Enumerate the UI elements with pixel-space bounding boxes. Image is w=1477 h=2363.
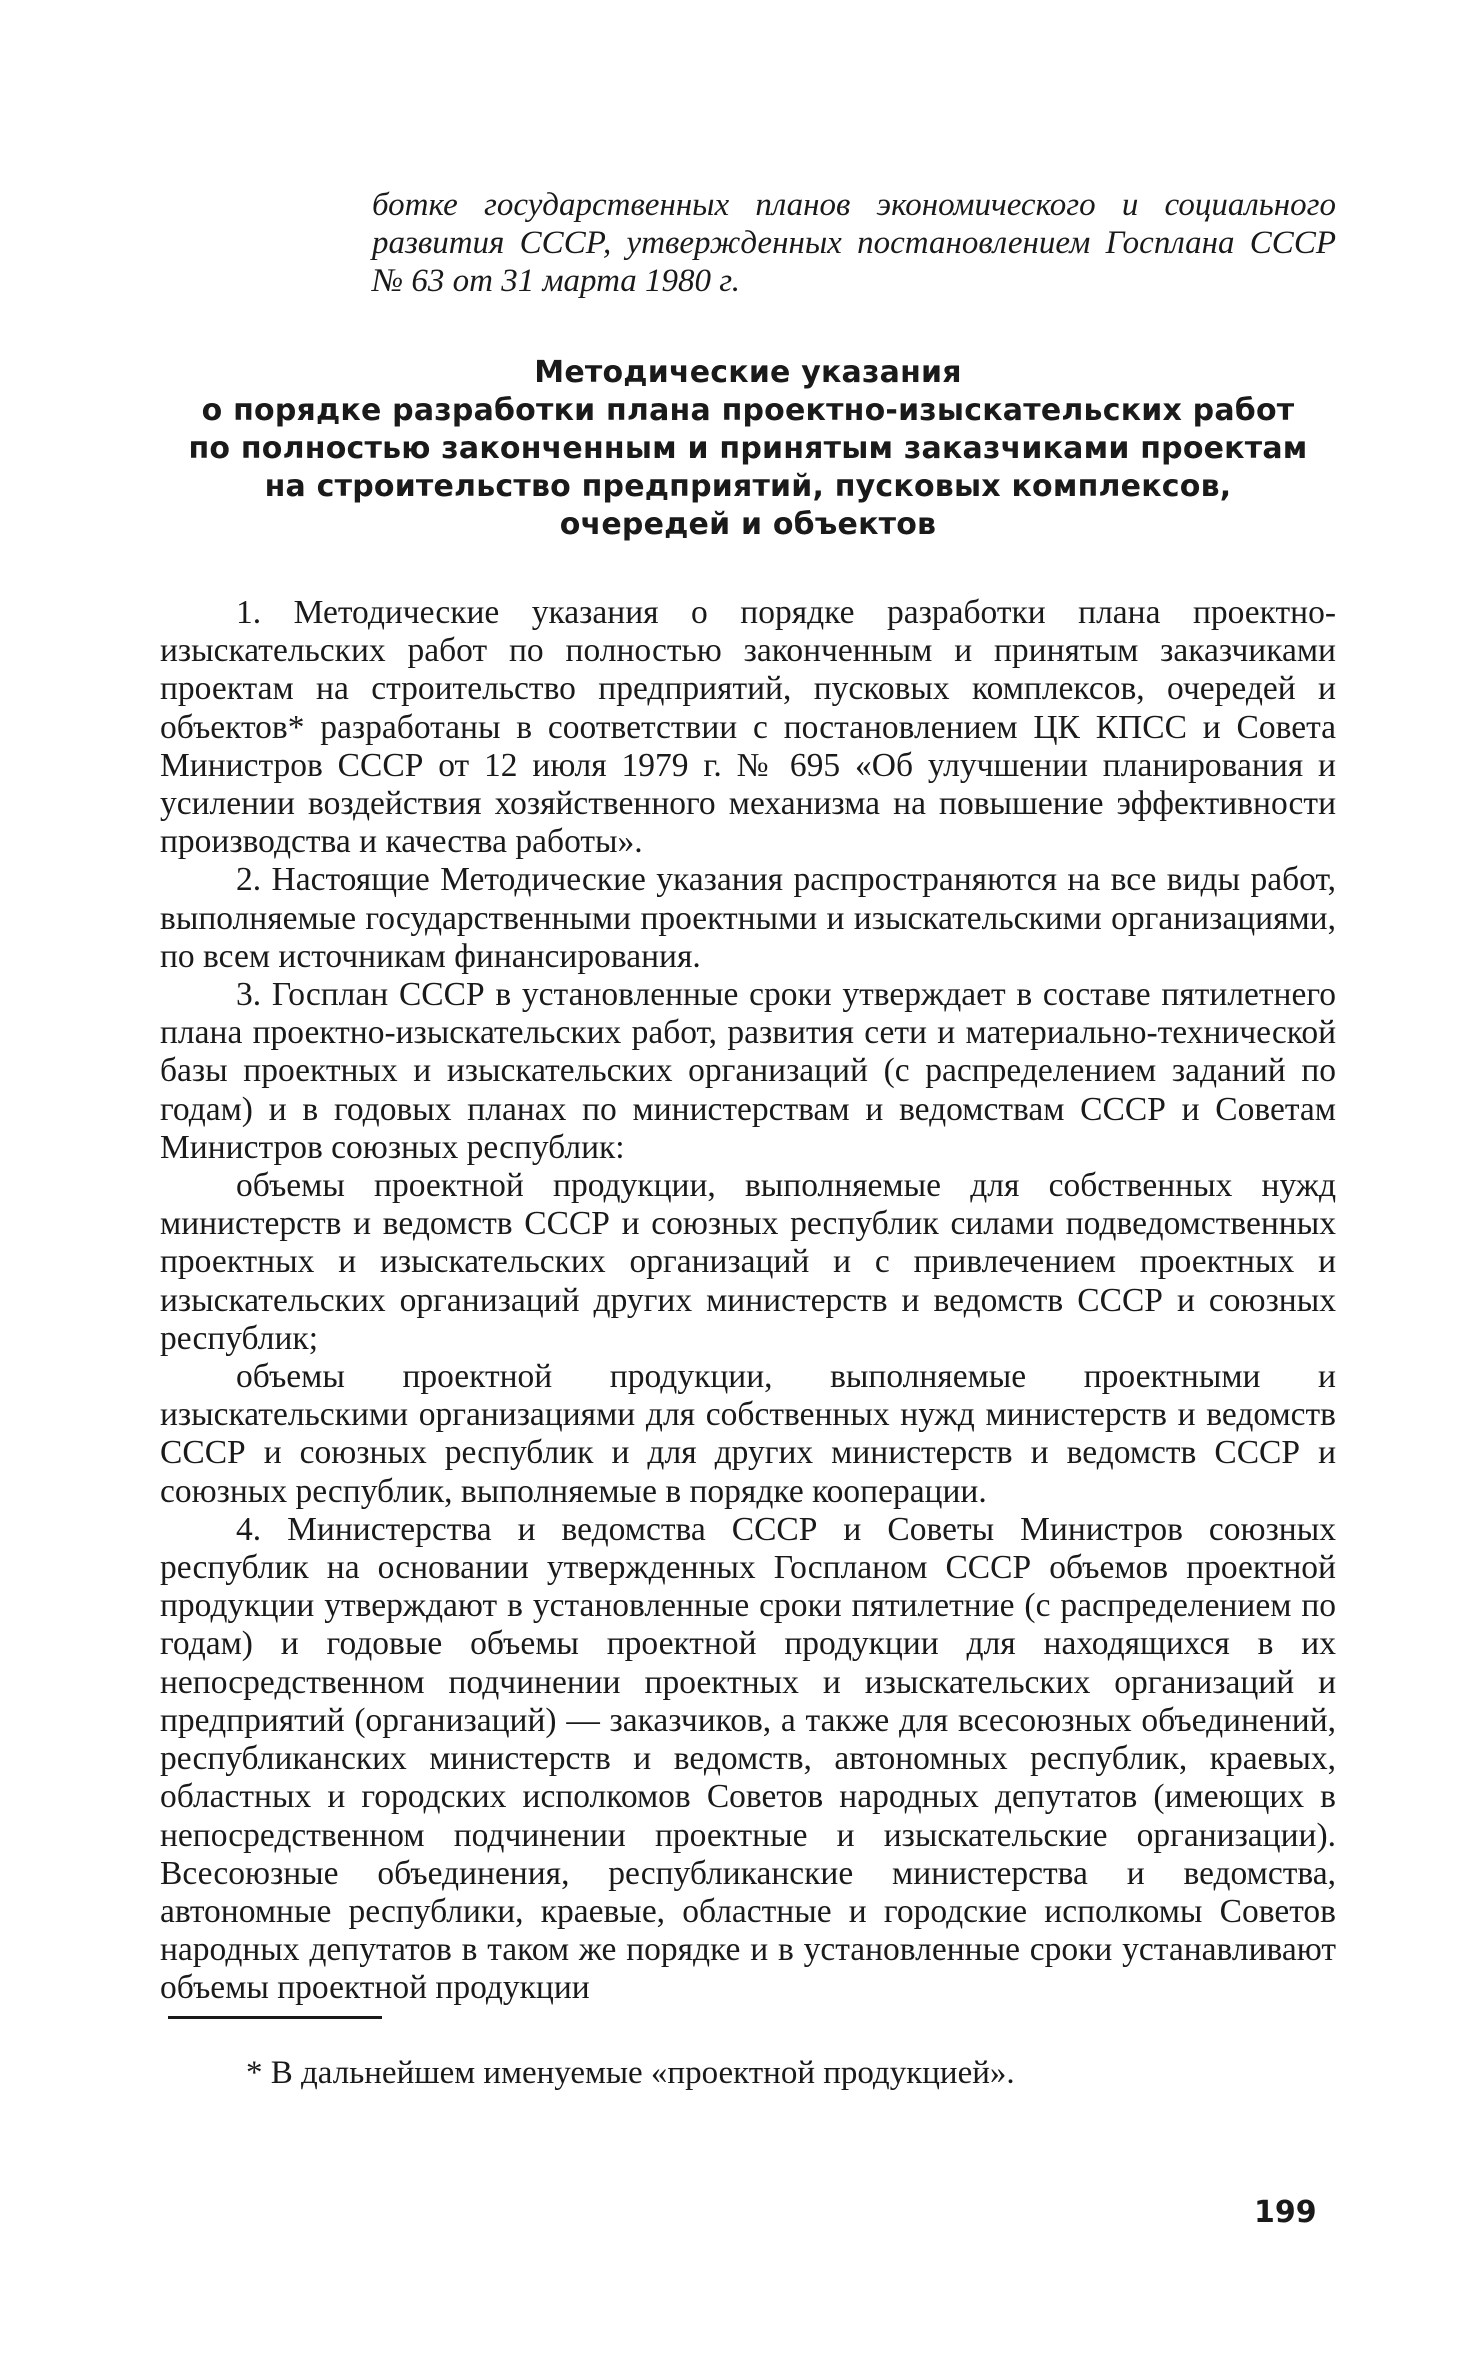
intro-text: ботке государственных планов экономического и социального развития СССР, утвержденных постановлением Госплана СССР № 63 от 31 марта 1980 г. (372, 187, 1336, 299)
paragraph-2: 2. Настоящие Методические указания распространяются на все виды работ, выполняемые государственными проектными и изыскательскими организациями, по всем источникам финансирования. (160, 861, 1336, 975)
section-heading (160, 354, 1336, 544)
page-content (160, 186, 1336, 2008)
heading-line: по полностью законченным и принятым заказчиками проектам (188, 431, 1308, 466)
paragraph-4: 4. Министерства и ведомства СССР и Советы Министров союзных республик на основании утвержденных Госпланом СССР объемов проектной продукции утверждают в установленные сроки пятилетние (с распределением по годам) и годовые объемы проектной продукции для находящихся в их непосредственном подчинении проектных и изыскательских организаций и предприятий (организаций) — заказчиков, а также для всесоюзных объединений, республиканских министерств и ведомств, автономных республик, краевых, областных и городских исполкомов Советов народных депутатов (имеющих в непосредственном подчинении проектные и изыскательские организации). Всесоюзные объединения, республиканские министерства и ведомства, автономные республики, краевые, областные и городские исполкомы Советов народных депутатов в таком же порядке и в установленные сроки устанавливают объемы проектной продукции (160, 1510, 1336, 2007)
paragraph-3-item-2: объемы проектной продукции, выполняемые проектными и изыскательскими организациями для собственных нужд министерств и ведомств СССР и союзных республик и для других министерств и ведомств СССР и союзных республик, выполняемые в порядке кооперации. (160, 1358, 1336, 1510)
heading-line: о порядке разработки плана проектно-изыскательских работ (201, 393, 1295, 428)
heading-line: Методические указания (534, 355, 962, 390)
page-number: 199 (1254, 2195, 1317, 2230)
footnote-divider (168, 2016, 382, 2019)
heading-line: на строительство предприятий, пусковых комплексов, (264, 469, 1232, 504)
paragraph-3: 3. Госплан СССР в установленные сроки утверждает в составе пятилетнего плана проектно-изыскательских работ, развития сети и материально-технической базы проектных и изыскательских организаций (с распределением заданий по годам) и в годовых планах по министерствам и ведомствам СССР и Советам Министров союзных республик: (160, 976, 1336, 1166)
heading-line: очередей и объектов (559, 507, 937, 542)
paragraph-3-item-1: объемы проектной продукции, выполняемые для собственных нужд министерств и ведомств СССР и союзных республик силами подведомственных проектных и изыскательских организаций и с привлечением проектных и изыскательских организаций других министерств и ведомств СССР и союзных республик; (160, 1167, 1336, 1357)
paragraph-1: 1. Методические указания о порядке разработки плана проектно-изыскательских работ по полностью законченным и принятым заказчиками проектам на строительство предприятий, пусковых комплексов, очередей и объектов* разработаны в соответствии с постановлением ЦК КПСС и Совета Министров СССР от 12 июля 1979 г. № 695 «Об улучшении планирования и усилении воздействия хозяйственного механизма на повышение эффективности производства и качества работы». (160, 594, 1336, 861)
footnote: * В дальнейшем именуемые «проектной продукцией». (246, 2055, 1015, 2091)
body-text (160, 594, 1336, 2008)
